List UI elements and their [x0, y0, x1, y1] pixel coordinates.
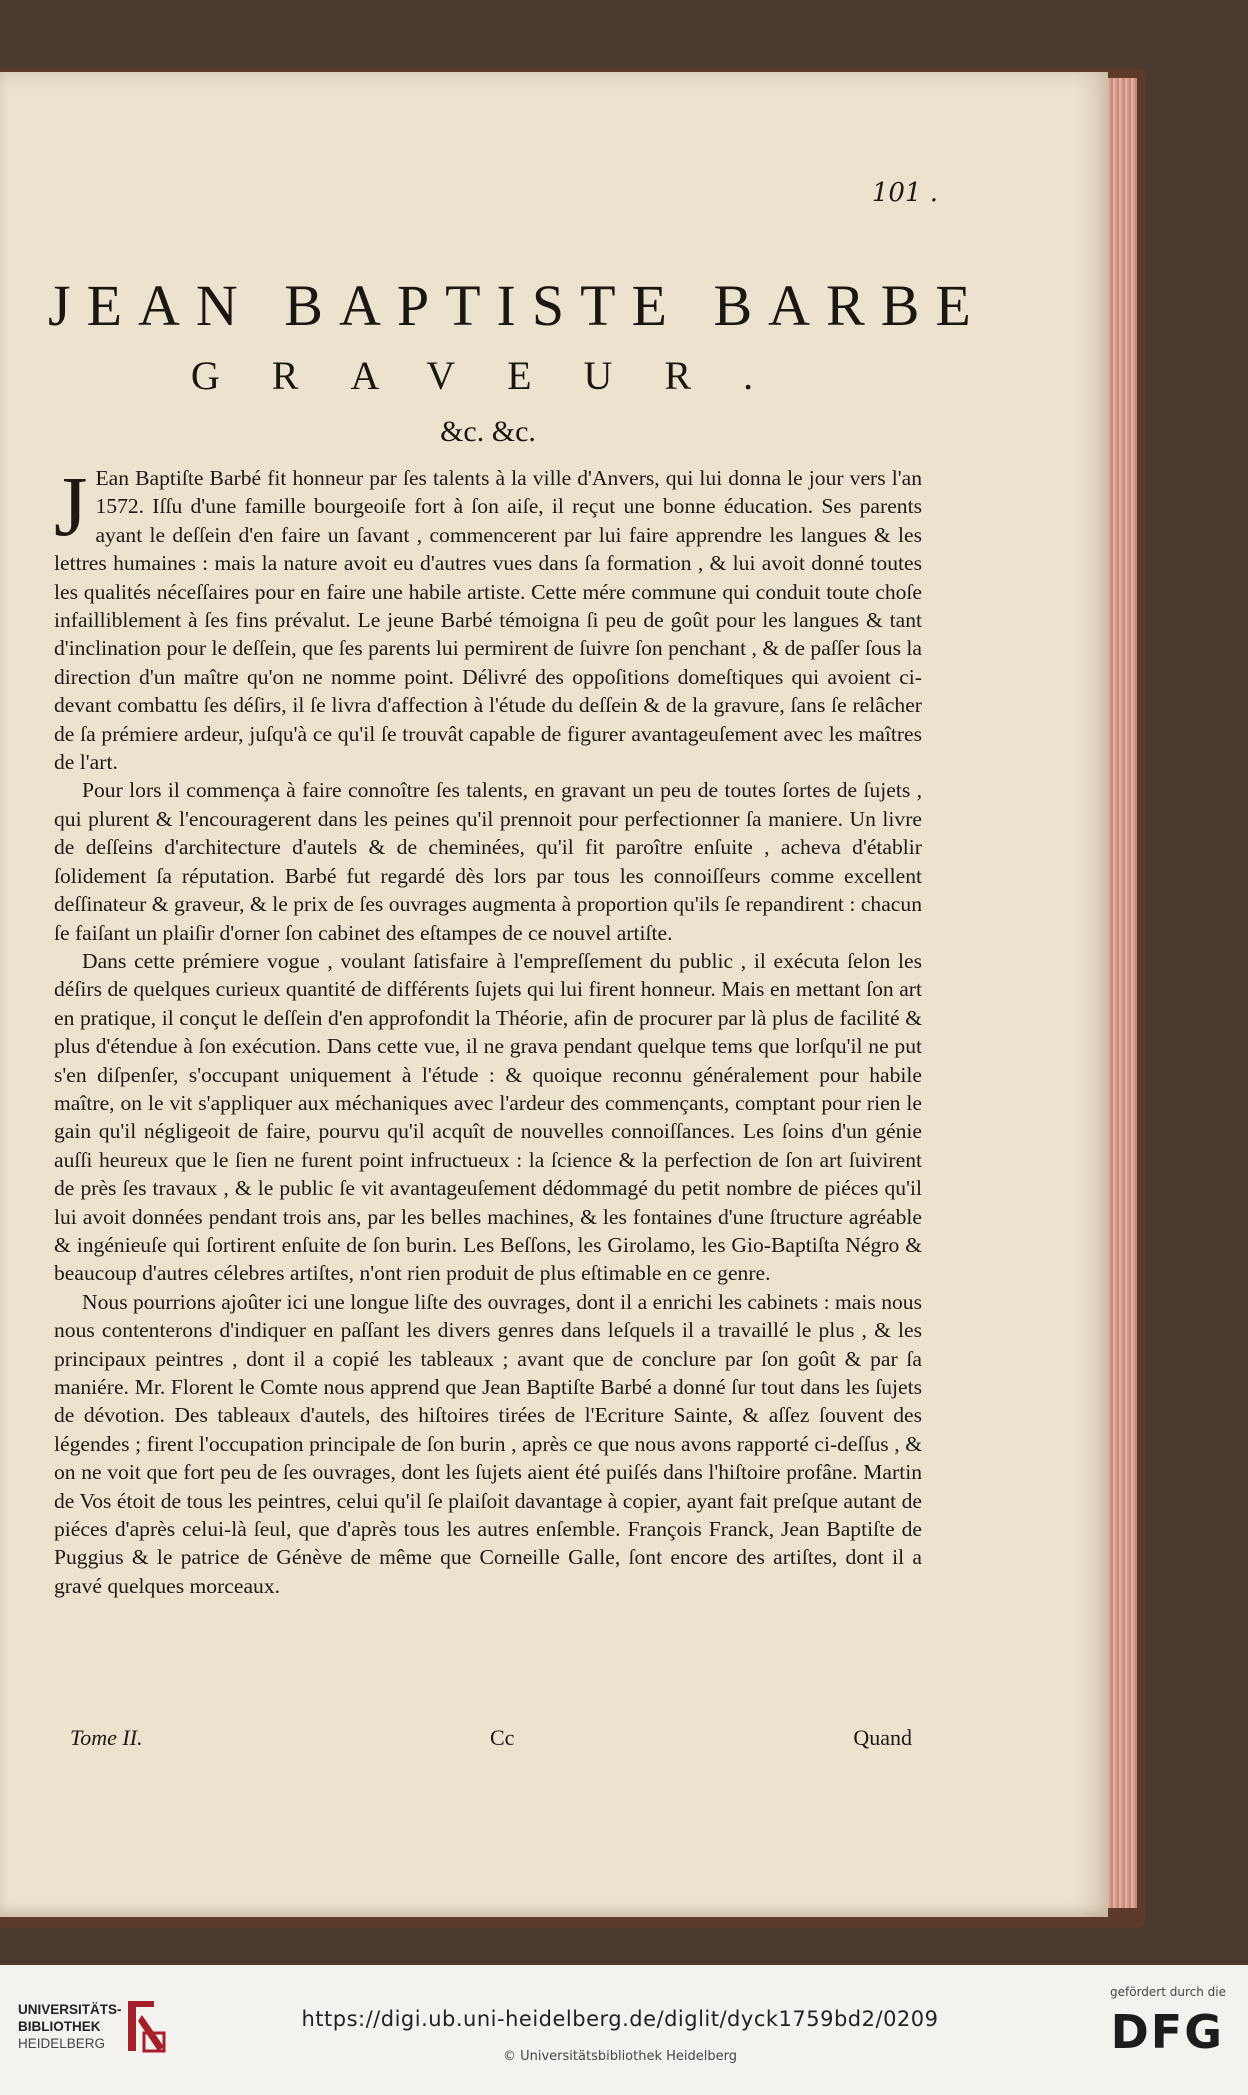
body-text [54, 458, 922, 1600]
library-logo-icon[interactable] [124, 1995, 168, 2057]
permalink-url[interactable]: https://digi.ub.uni-heidelberg.de/diglit/dyck1759bd2/0209 [301, 2007, 939, 2031]
sponsor-caption: gefördert durch die [1110, 1985, 1226, 1999]
page-subtitle: GRAVEUR. [190, 353, 806, 398]
tome-label: Tome II. [70, 1725, 143, 1750]
paragraph-3: Dans cette prémiere vogue , voulant ſatisfaire à l'empreſſement du public , il exécuta ſelon les déſirs de quelques curieux quantité de différents ſujets qui lui firent honneur. Mais en mettant ſon art en pratique, il conçut le deſſein d'en approfondit la Théorie, afin de procurer par là plus de facilité & plus d'étendue à ſon exécution. Dans cette vue, il ne grava pendant quelque tems que lorſqu'il ne put s'en diſpenſer, s'occupant uniquement à l'étude : & quoique reconnu généralement pour habile maître, on le vit s'appliquer aux méchaniques avec l'ardeur des commençants, comptant pour rien le gain qu'il négligeoit de faire, pourvu qu'il acquît de nouvelles connoiſſances. Les ſoins d'un génie auſſi heureux que le ſien ne furent point infructueux : la ſcience & la perfection de ſon art ſuivirent de près ſes travaux , & le public ſe vit avantageuſement dédommagé du petit nombre de piéces qu'il lui avoit données pendant trois ans, par les belles machines, & les fontaines d'une ſtructure agréable & ingénieuſe qui ſortirent enſuite de ſon burin. Les Beſſons, les Girolamo, les Gio-Baptiſta Négro & beaucoup d'autres célebres artiſtes, n'ont rien produit de plus eſtimable en ce genre. [54, 948, 922, 1286]
paragraph-1: J Ean Baptiſte Barbé fit honneur par ſes talents à la ville d'Anvers, qui lui donna le jour vers l'an 1572. Iſſu d'une famille bourgeoiſe fort à ſon aiſe, il reçut une bonne éducation. Ses parents ayant le deſſein d'en faire un ſavant , commencerent par lui faire apprendre les langues & les lettres humaines : mais la nature avoit eu d'autres vues dans ſa formation , & lui avoit donné toutes les qualités néceſſaires pour en faire une habile artiste. Cette mére commune qui conduit toute choſe infailliblement à ſes fins prévalut. Le jeune Barbé témoigna ſi peu de goût pour les langues & tant d'inclination pour le deſſein, que ſes parents lui permirent de ſuivre ſon penchant , & de paſſer ſous la direction d'un maître qu'on ne nomme point. Délivré des oppoſitions domeſtiques qui avoient ci-devant combattu ſes déſirs, il ſe livra d'affection à l'étude du deſſein & de la gravure, ſans ſe relâcher de ſa prémiere ardeur, juſqu'à ce qu'il ſe trouvât capable de figurer avantageuſement avec les maîtres de l'art. [54, 458, 922, 775]
copyright-notice: © Universitätsbibliothek Heidelberg [502, 2049, 737, 2064]
viewer-footer-bar [0, 1965, 1248, 2095]
book-page [0, 72, 1108, 1917]
etc-line: &c. &c. [440, 415, 536, 448]
page-number: 101 . [871, 178, 938, 208]
catchword: Quand [853, 1725, 912, 1750]
paragraph-4: Nous pourrions ajoûter ici une longue liſte des ouvrages, dont il a enrichi les cabinets : mais nous nous contenterons d'indiquer en paſſant les divers genres dans leſquels il a travaillé le plus , & les principaux peintres , dont il a copié les tableaux ; avant que de conclure par ſon goût & par ſa maniére. Mr. Florent le Comte nous apprend que Jean Baptiſte Barbé a donné ſur tout dans les ſujets de dévotion. Des tableaux d'autels, des hiſtoires tirées de l'Ecriture Sainte, & aſſez ſouvent des légendes ; firent l'occupation principale de ſon burin , après ce que nous avons rapporté ci-deſſus , & on ne voit que fort peu de ſes ouvrages, dont les ſujets aient été puiſés dans l'hiſtoire profâne. Martin de Vos étoit de tous les peintres, celui qu'il ſe plaiſoit davantage à copier, ayant fait preſque autant de piéces d'après celui-là ſeul, que d'après tous les autres enſemble. François Franck, Jean Baptiſte de Puggius & le patrice de Génève de même que Corneille Galle, ſont encore des artiſtes, dont il a gravé quelques morceaux. [54, 1289, 922, 1598]
library-logo-text[interactable]: UNIVERSITÄTS- BIBLIOTHEK HEIDELBERG [18, 2002, 122, 2051]
drop-cap: J [54, 458, 88, 554]
dfg-logo[interactable]: DFG [1110, 2005, 1224, 2059]
paragraph-2: Pour lors il commença à faire connoître ſes talents, en gravant un peu de toutes ſortes de ſujets , qui plurent & l'encouragerent dans les peines qu'il prennoit pour perfectionner ſa maniere. Un livre de deſſeins d'architecture d'autels & de cheminées, qu'il fit paroître enſuite , acheva d'établir ſolidement ſa réputation. Barbé fut regardé dès lors par tous les connoiſſeurs comme excellent deſſinateur & graveur, & le prix de ſes ouvrages augmenta à proportion qu'ils ſe repandirent : chacun ſe faiſant un plaiſir d'orner ſon cabinet des eſtampes de ce nouvel artiſte. [54, 778, 922, 945]
page-title: JEAN BAPTISTE BARBE [48, 273, 987, 338]
signature-mark: Cc [490, 1725, 515, 1750]
page-footer [70, 1725, 912, 1759]
